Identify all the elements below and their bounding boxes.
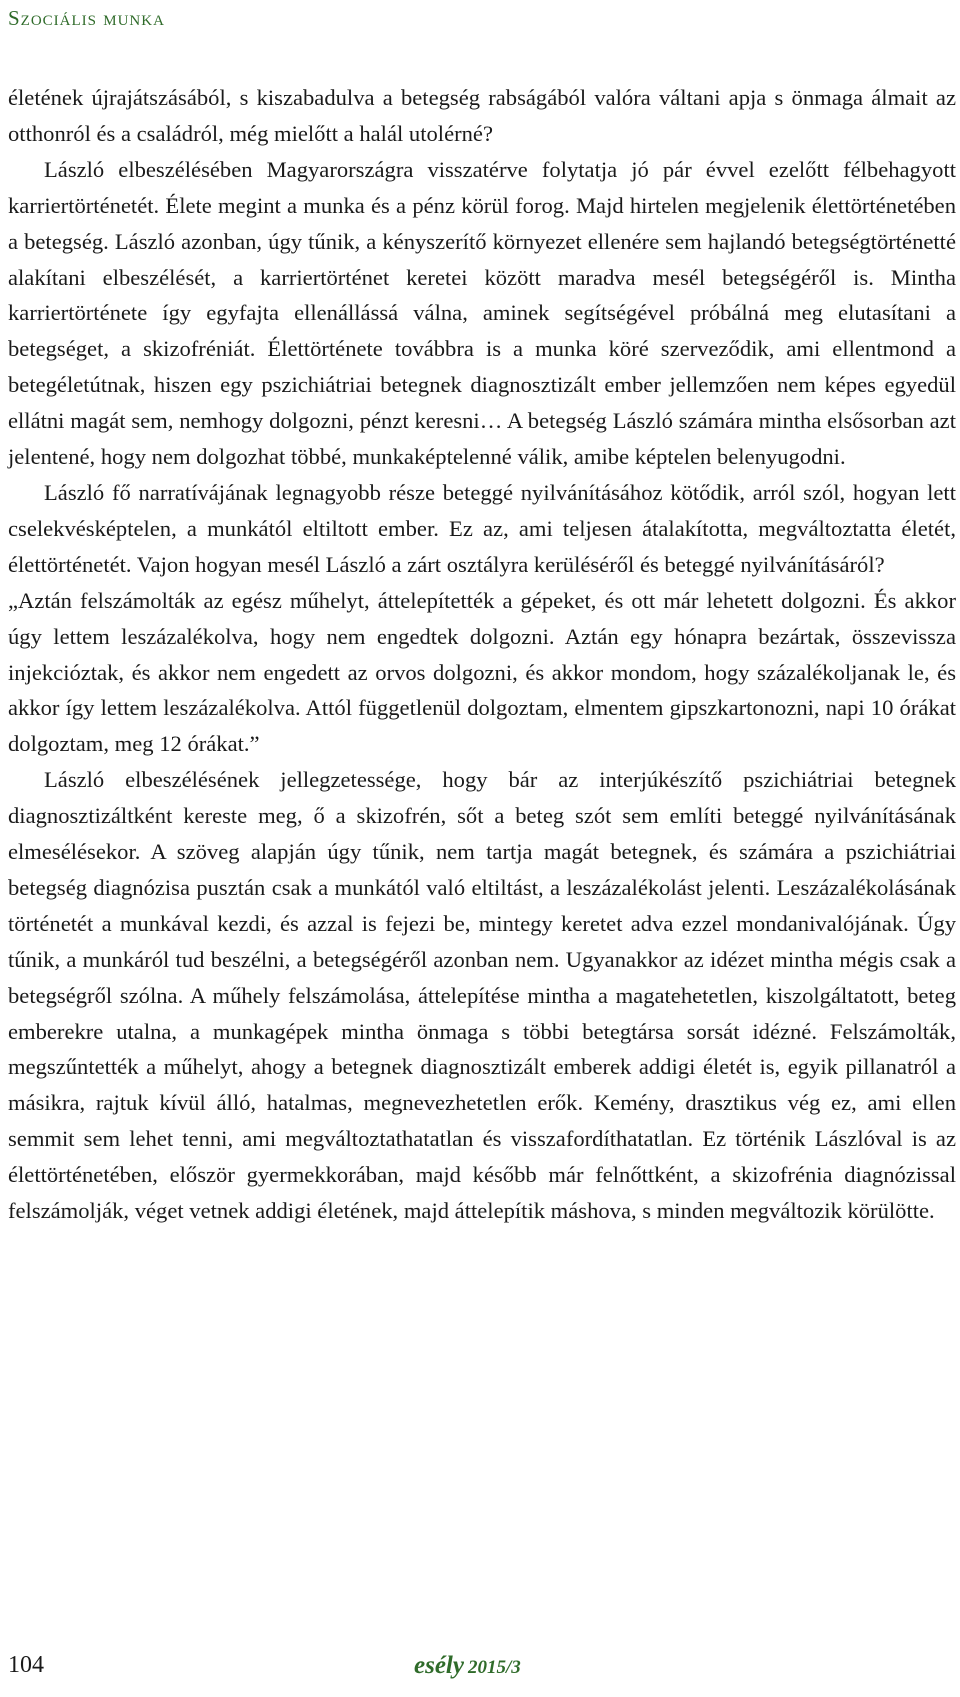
page-number: 104 <box>8 1652 44 1678</box>
article-body <box>8 80 956 1229</box>
paragraph-3: László fő narratívájának legnagyobb része beteggé nyilvánításához kötődik, arról szól, hogyan lett cselekvésképtelen, a munkától eltiltott ember. Ez az, ami teljesen átalakította, megváltoztatta életét, élettörténetét. Vajon hogyan mesél László a zárt osztályra kerüléséről és beteggé nyilvánításáról? <box>8 479 956 577</box>
journal-issue: 2015/3 <box>467 1657 521 1678</box>
paragraph-4: László elbeszélésének jellegzetessége, hogy bár az interjúkészítő pszichiátriai betegnek diagnosztizáltként kereste meg, ő a skizofrén, sőt a beteg szót sem említi beteggé nyilvánításának elmesélésekor. A szöveg alapján úgy tűnik, nem tartja magát betegnek, és számára a pszichiátriai betegség diagnózisa pusztán csak a munkától való eltiltást, a leszázalékolást jelenti. Leszázalékolásának történetét a munkával kezdi, és azzal is fejezi be, mintegy keretet adva ezzel mondanivalójának. Úgy tűnik, a munkáról tud beszélni, a betegségéről azonban nem. Ugyanakkor az idézet mintha mégis csak a betegségről szólna. A műhely felszámolása, áttelepítése mintha a magatehetetlen, kiszolgáltatott, beteg emberekre utalna, a munkagépek mintha önmaga s többi betegtársa sorsát idézné. Felszámolták, megszűntették a műhelyt, ahogy a betegnek diagnosztizált emberek addigi életét is, egyik pillanatról a másikra, rajtuk kívül álló, hatalmas, megnevezhetetlen erők. Kemény, drasztikus vég ez, ami ellen semmit sem lehet tenni, ami megváltoztathatatlan és visszafordíthatatlan. Ez történik Lászlóval is az élettörténetében, először gyermekkorában, majd később már felnőttként, a skizofrénia diagnózissal felszámolják, véget vetnek addigi életének, majd áttelepítik máshova, s minden megváltozik körülötte. <box>8 767 956 1224</box>
journal-name: esély <box>414 1652 464 1679</box>
paragraph-1: életének újrajátszásából, s kiszabadulva a betegség rabságából valóra váltani apja s önmaga álmait az otthonról és a családról, még mielőtt a halál utolérné? <box>8 85 956 146</box>
block-quote: „Aztán felszámolták az egész műhelyt, áttelepítették a gépeket, és ott már lehetett dolgozni. És akkor úgy lettem leszázalékolva, hogy nem engedtek dolgozni. Aztán egy hónapra bezártak, összevissza injekcióztak, és akkor nem engedett az orvos dolgozni, és akkor mondom, hogy százalékoljanak le, és akkor így lettem leszázalékolva. Attól függetlenül dolgoztam, elmentem gipszkartonozni, napi 10 órákat dolgoztam, meg 12 órákat.” <box>8 587 956 757</box>
journal-title <box>414 1652 521 1680</box>
paragraph-2: László elbeszélésében Magyarországra visszatérve folytatja jó pár évvel ezelőtt félbehagyott karriertörténetét. Élete megint a munka és a pénz körül forog. Majd hirtelen megjelenik élettörténetében a betegség. László azonban, úgy tűnik, a kényszerítő környezet ellenére sem hajlandó betegségtörténetté alakítani elbeszélését, a karriertörténet keretei között maradva mesél betegségéről is. Mintha karriertörténete így egyfajta ellenállássá válna, aminek segítségével próbálná meg elutasítani a betegséget, a skizofréniát. Élettörténete továbbra is a munka köré szerveződik, ami ellentmond a betegéletútnak, hiszen egy pszichiátriai betegnek diagnosztizált ember jellemzően nem képes egyedül ellátni magát sem, nemhogy dolgozni, pénzt keresni… A betegség László számára mintha elsősorban azt jelentené, hogy nem dolgozhat többé, munkaképtelenné válik, amibe képtelen belenyugodni. <box>8 156 956 470</box>
running-head: Szociális munka <box>8 6 165 30</box>
page-footer <box>8 1652 952 1688</box>
